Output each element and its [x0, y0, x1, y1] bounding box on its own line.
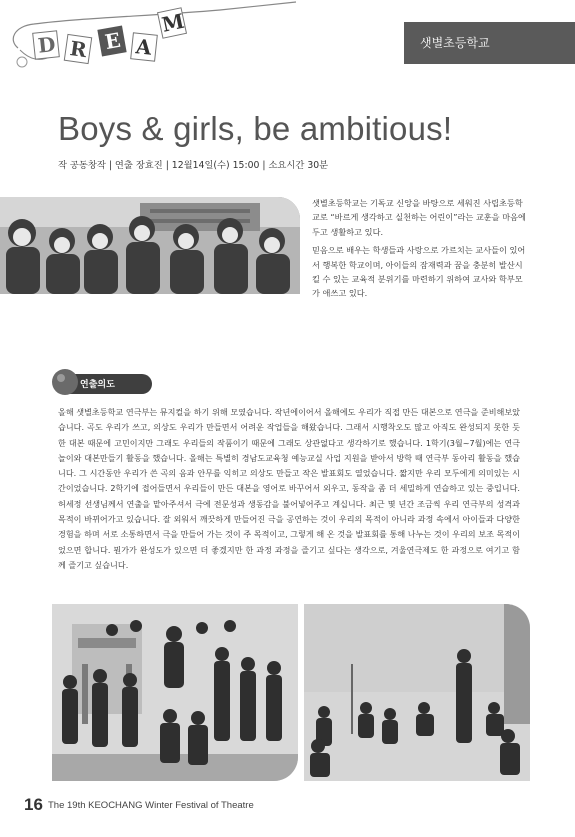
director-statement: 올해 샛별초등학교 연극부는 뮤지컬을 하기 위해 모였습니다. 작년에이어서 올해에도 우리가 직접 만든 대본으로 연극을 준비해보았습니다. 곡도 우리가 쓰고, 의상도 우리가 만들면서 어려운 작업들을 해왔습니다. 그래서 시행착오도 많고 아직도 완성되지 못한 듯한 대본 때문에 고민이지만 그래도 우리들의 작품이기 때문에 그래도 상관없다고 생각하기로 했습니다. 1학기(3월~7월)에는 연극놀이와 대본만들기 활동을 했습니다. 올해는 특별히 경남도교육청 예능교실 사업 지원을 받아서 방학 때 연극부 동아리 활동을 했습니다. 그 시간동안 우리가 쓴 곡의 음과 안무를 익히고 의상도 만들고 작은 발표회도 열었습니다. 짧지만 우리 모두에게 의미있는 시간이었습니다. 2학기에 접어들면서 우리들이 만든 대본을 영어로 바꾸어서 외우고, 동작을 좀 더 세밀하게 연습하고 있는 중입니다. 허세정 선생님께서 연출을 맡아주셔서 극에 전문성과 생동감을 불어넣어주고 계십니다. 최근 몇 년간 조금씩 우리 연극부의 성격과 목적이 바뀌어가고 있습니다. 잘 외워서 깨끗하게 만들어진 극을 공연하는 것이 우리의 목적이 아니라 과정 속에서 아이들과 다양한 경험을 하며 서로 소통하면서 극을 만들어 가는 것이 주 목적이고, 그렇게 해 온 것을 발표회를 통해 나누는 것이 우리의 보조 목적이었으면 합니다. 뭔가가 완성도가 있으면 더 좋겠지만 한 과정 과정을 즐기고 싶다는 생각으로, 겨울연극제도 한 과정으로 여기고 함께 즐기고 싶습니다. [58, 407, 520, 570]
production-credits: 작 공동창작 | 연출 장효진 | 12월14일(수) 15:00 | 소요시간 30분 [58, 160, 329, 171]
article-title: Boys & girls, be ambitious! [58, 110, 453, 147]
group-photo-top [0, 197, 300, 294]
logo-letter-e: E [103, 27, 123, 55]
logo-letter-a: A [134, 34, 153, 60]
logo-letter-r: R [68, 36, 89, 63]
dream-logo [0, 0, 300, 80]
intro-paragraph: 믿음으로 배우는 학생들과 사랑으로 가르치는 교사들이 있어서 행복한 학교이며, 아이들의 잠재력과 꿈을 충분히 발산시킬 수 있는 교육적 분위기를 마련하기 위하여 교사와 학부모가 애쓰고 있다. [312, 245, 526, 299]
logo-letter-m: M [159, 8, 187, 37]
page-number: 16 [24, 795, 43, 814]
festival-footer: The 19th KEOCHANG Winter Festival of Theatre [48, 800, 254, 811]
section-heading-label: 연출의도 [80, 380, 115, 390]
logo-letter-d: D [36, 32, 57, 58]
intro-paragraph: 샛별초등학교는 기독교 신앙을 바탕으로 세워진 사립초등학교로 “바르게 생각하고 실천하는 어린이”라는 교훈을 마음에 두고 생활하고 있다. [312, 198, 526, 237]
decorative-ball-icon [50, 367, 80, 397]
school-name-tab: 샛별초등학교 [404, 22, 575, 64]
school-introduction [312, 196, 530, 305]
photo-rehearsal-room [304, 604, 530, 781]
photo-cast-on-playground [52, 604, 298, 781]
